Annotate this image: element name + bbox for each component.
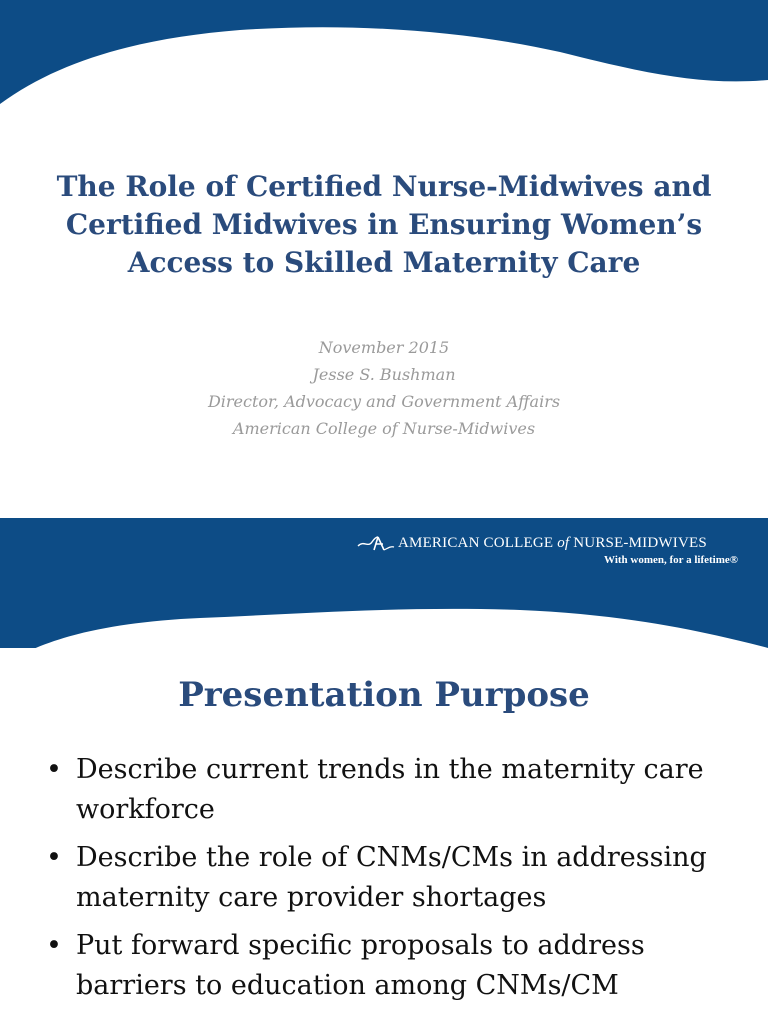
presenter-role: Director, Advocacy and Government Affairs [207, 392, 561, 411]
logo-wordmark: AMERICAN COLLEGE of NURSE-MIDWIVES [398, 534, 707, 551]
bullet-icon: • [46, 930, 62, 961]
title-line: Access to Skilled Maternity Care [127, 246, 641, 279]
presenter-name: Jesse S. Bushman [312, 365, 456, 384]
list-item [40, 750, 740, 830]
bullet-list [40, 750, 740, 1014]
bullet-text: Put forward specific proposals to address barriers to education among CNMs/CM [76, 930, 645, 1001]
bullet-text: Describe current trends in the maternity care workforce [76, 754, 704, 825]
header-wave [0, 0, 768, 110]
list-item [40, 926, 740, 1006]
title-line: The Role of Certified Nurse-Midwives and [56, 170, 712, 203]
bullet-icon: • [46, 842, 62, 873]
slide-title [40, 168, 728, 282]
title-line: Certified Midwives in Ensuring Women’s [65, 208, 703, 241]
slide-subtitle [40, 334, 728, 442]
slide-title: Presentation Purpose [178, 675, 590, 715]
midwife-logo-icon [356, 534, 396, 552]
logo-tagline: With women, for a lifetime® [604, 554, 738, 566]
list-item [40, 838, 740, 918]
bullet-icon: • [46, 754, 62, 785]
bullet-text: Describe the role of CNMs/CMs in addressing maternity care provider shortages [76, 842, 707, 913]
slide-2 [0, 518, 768, 1024]
presentation-date: November 2015 [318, 338, 450, 357]
acnm-logo [356, 534, 746, 566]
presenter-organization: American College of Nurse-Midwives [232, 419, 536, 438]
